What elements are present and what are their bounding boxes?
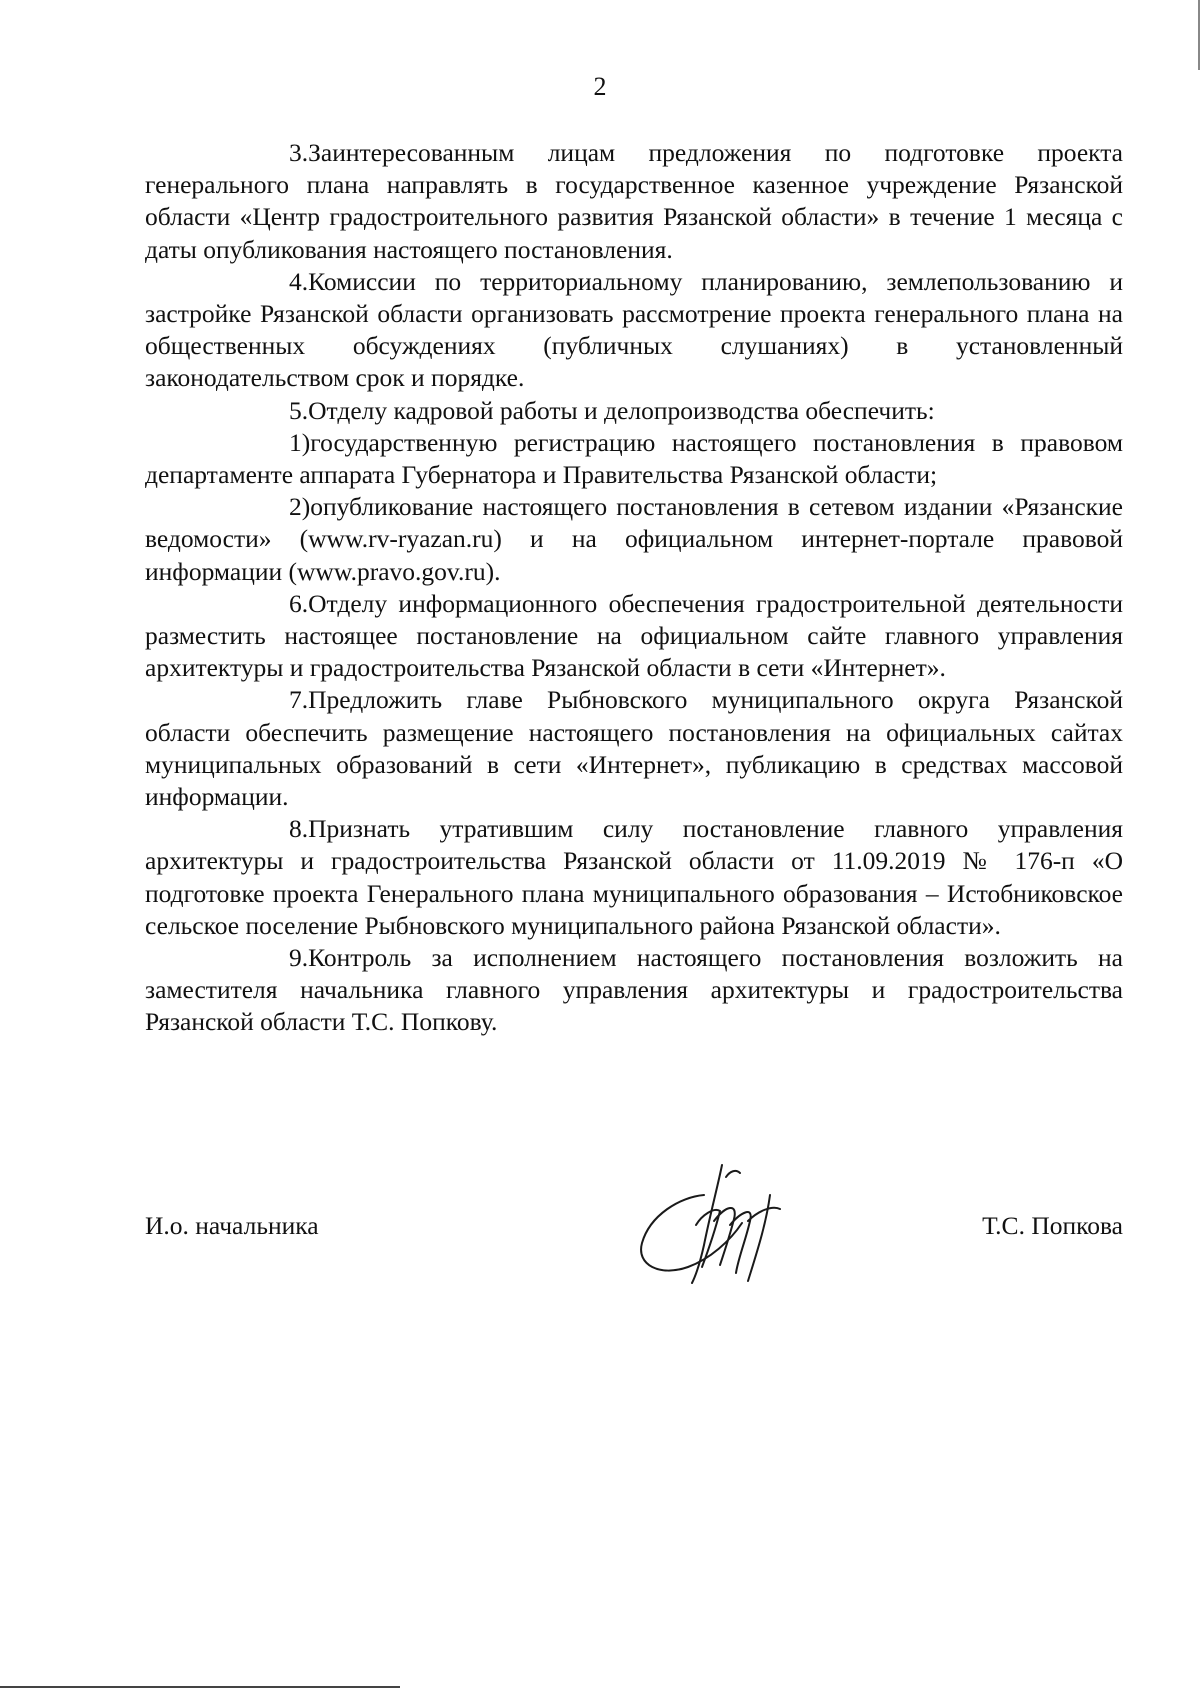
paragraph-text: Комиссии по территориальному планированию, землепользованию и застройке Рязанской области организовать рассмотрение проекта генерального плана на общественных обсуждениях (публичных слушаниях) в установленный законодательством срок и порядке. <box>145 266 1123 393</box>
subparagraph-2 <box>145 491 1123 588</box>
subparagraph-1 <box>145 427 1123 491</box>
paragraph-8 <box>145 813 1123 942</box>
subparagraph-number: 1) <box>289 427 311 457</box>
paragraph-number: 5. <box>289 395 309 425</box>
paragraph-5 <box>145 395 1123 427</box>
paragraph-text: Заинтересованным лицам предложения по подготовке проекта генерального плана направлять в государственное казенное учреждение Рязанской области «Центр градостроительного развития Рязанской области» в течение 1 месяца с даты опубликования настоящего постановления. <box>145 138 1123 264</box>
paragraph-number: 3. <box>289 138 309 167</box>
paragraph-text: Отделу кадровой работы и делопроизводства обеспечить: <box>308 395 935 425</box>
document-body <box>145 137 1123 1039</box>
paragraph-number: 8. <box>289 814 309 844</box>
paragraph-number: 7. <box>289 685 309 715</box>
subparagraph-number: 2) <box>289 492 311 522</box>
paragraph-number: 9. <box>289 943 309 973</box>
paragraph-9 <box>145 942 1123 1039</box>
handwritten-signature <box>630 1155 800 1295</box>
bottom-rule <box>0 1686 400 1688</box>
signatory-name: Т.С. Попкова <box>982 1211 1123 1240</box>
subparagraph-text: государственную регистрацию настоящего постановления в правовом департаменте аппарата Губернатора и Правительства Рязанской области; <box>145 427 1123 490</box>
signatory-position: И.о. начальника <box>145 1211 319 1240</box>
paragraph-4 <box>145 266 1123 395</box>
paragraph-number: 6. <box>289 588 309 618</box>
paragraph-text: Признать утратившим силу постановление главного управления архитектуры и градостроительства Рязанской области от 11.09.2019 № 176-п «О подготовке проекта Генерального плана муниципального образования – Истобниковское сельское поселение Рыбновского муниципального района Рязанской области». <box>145 814 1123 940</box>
paragraph-text: Отделу информационного обеспечения градостроительной деятельности разместить настоящее постановление на официальном сайте главного управления архитектуры и градостроительства Рязанской области в сети «Интернет». <box>145 588 1123 683</box>
paragraph-3 <box>145 137 1123 266</box>
paragraph-number: 4. <box>289 266 309 296</box>
paragraph-text: Контроль за исполнением настоящего постановления возложить на заместителя начальника главного управления архитектуры и градостроительства Рязанской области Т.С. Попкову. <box>145 943 1123 1037</box>
paragraph-7 <box>145 684 1123 813</box>
paragraph-text: Предложить главе Рыбновского муниципального округа Рязанской области обеспечить размещение настоящего постановления на официальных сайтах муниципальных образований в сети «Интернет», публикацию в средствах массовой информации. <box>145 685 1123 812</box>
paragraph-6 <box>145 588 1123 685</box>
page-number: 2 <box>593 72 607 101</box>
subparagraph-text: опубликование настоящего постановления в сетевом издании «Рязанские ведомости» (www.rv-ryazan.ru) и на официальном интернет-портале правовой информации (www.pravo.gov.ru). <box>145 492 1123 586</box>
